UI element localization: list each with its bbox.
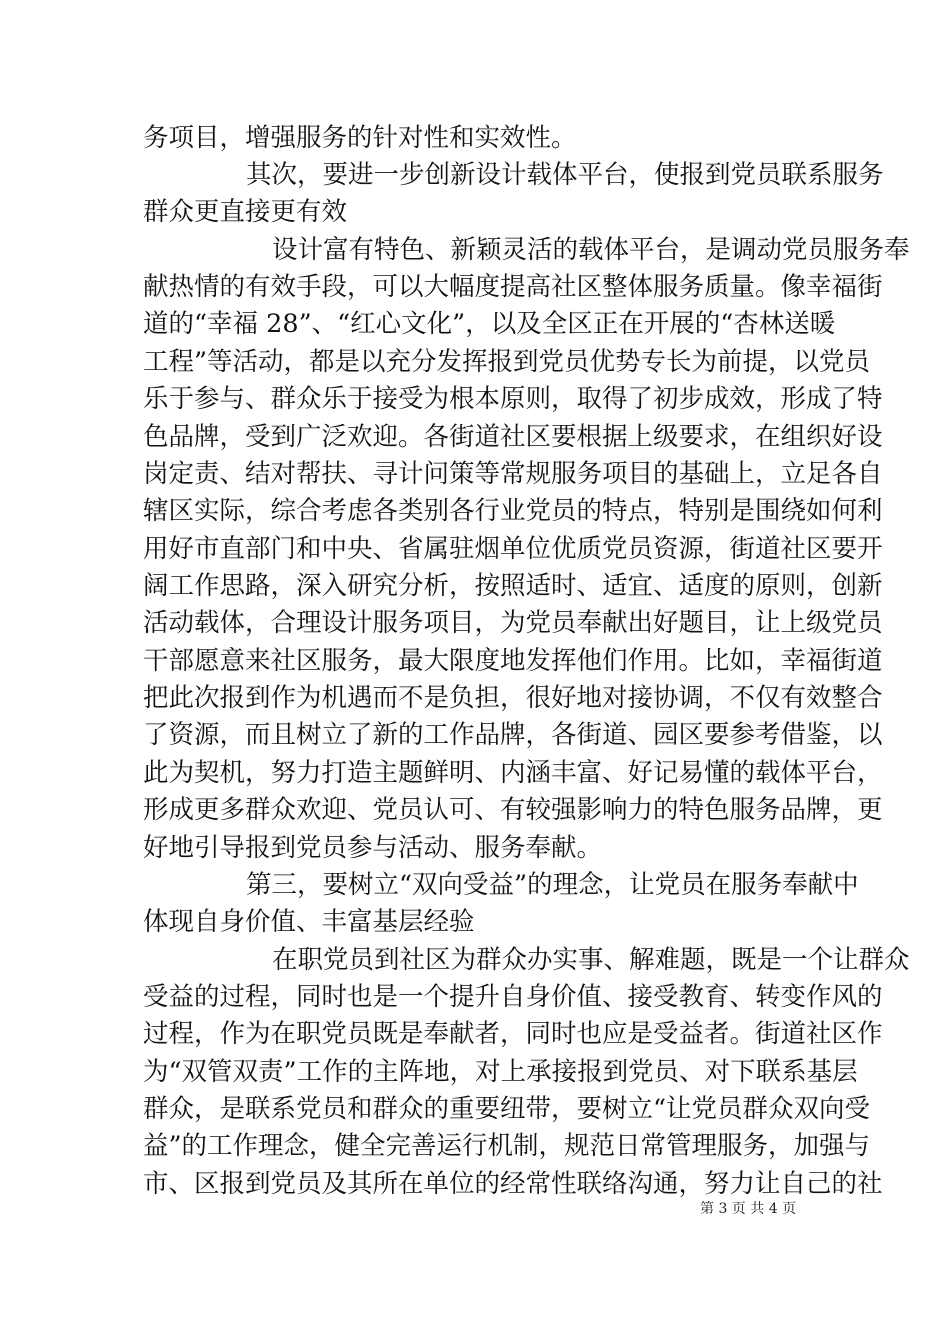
text-line: 设计富有特色、新颖灵活的载体平台，是调动党员服务奉 [272, 235, 910, 265]
text-line: 辖区实际，综合考虑各类别各行业党员的特点，特别是围绕如何利 [143, 496, 883, 526]
text-line: 把此次报到作为机遇而不是负担，很好地对接协调，不仅有效整合 [143, 683, 883, 713]
text-line: 道的“幸福 28”、“红心文化”，以及全区正在开展的“杏林送暖 [143, 309, 836, 339]
text-line: 此为契机，努力打造主题鲜明、内涵丰富、好记易懂的载体平台， [143, 758, 883, 788]
text-line: 干部愿意来社区服务，最大限度地发挥他们作用。比如，幸福街道 [143, 646, 883, 676]
text-line: 活动载体，合理设计服务项目，为党员奉献出好题目，让上级党员 [143, 608, 883, 638]
text-line: 形成更多群众欢迎、党员认可、有较强影响力的特色服务品牌，更 [143, 795, 883, 825]
text-line: 献热情的有效手段，可以大幅度提高社区整体服务质量。像幸福街 [143, 272, 883, 302]
heading-line: 其次，要进一步创新设计载体平台，使报到党员联系服务 [246, 160, 884, 190]
text-line: 市、区报到党员及其所在单位的经常性联络沟通，努力让自己的社 [143, 1169, 883, 1199]
text-line: 工程”等活动，都是以充分发挥报到党员优势专长为前提，以党员 [143, 347, 871, 377]
text-line: 阔工作思路，深入研究分析，按照适时、适宜、适度的原则，创新 [143, 571, 883, 601]
text-line: 岗定责、结对帮扶、寻计问策等常规服务项目的基础上，立足各自 [143, 459, 883, 489]
text-line: 用好市直部门和中央、省属驻烟单位优质党员资源，街道社区要开 [143, 534, 883, 564]
heading-line: 第三，要树立“双向受益”的理念，让党员在服务奉献中 [246, 870, 859, 900]
text-line: 色品牌，受到广泛欢迎。各街道社区要根据上级要求，在组织好设 [143, 422, 883, 452]
text-line: 过程，作为在职党员既是奉献者，同时也应是受益者。街道社区作 [143, 1019, 883, 1049]
text-line: 受益的过程，同时也是一个提升自身价值、接受教育、转变作风的 [143, 982, 883, 1012]
heading-line: 群众更直接更有效 [143, 197, 348, 227]
text-line: 益”的工作理念，健全完善运行机制，规范日常管理服务，加强与 [143, 1131, 871, 1161]
heading-line: 体现自身价值、丰富基层经验 [143, 907, 475, 937]
text-line: 在职党员到社区为群众办实事、解难题，既是一个让群众 [272, 945, 910, 975]
text-line: 为“双管双责”工作的主阵地，对上承接报到党员、对下联系基层 [143, 1057, 858, 1087]
text-line: 务项目，增强服务的针对性和实效性。 [143, 123, 577, 153]
text-line: 好地引导报到党员参与活动、服务奉献。 [143, 833, 603, 863]
text-line: 乐于参与、群众乐于接受为根本原则，取得了初步成效，形成了特 [143, 384, 883, 414]
page-number: 第 3 页 共 4 页 [700, 1201, 797, 1217]
text-line: 了资源，而且树立了新的工作品牌，各街道、园区要参考借鉴，以 [143, 720, 883, 750]
text-line: 群众，是联系党员和群众的重要纽带，要树立“让党员群众双向受 [143, 1094, 871, 1124]
